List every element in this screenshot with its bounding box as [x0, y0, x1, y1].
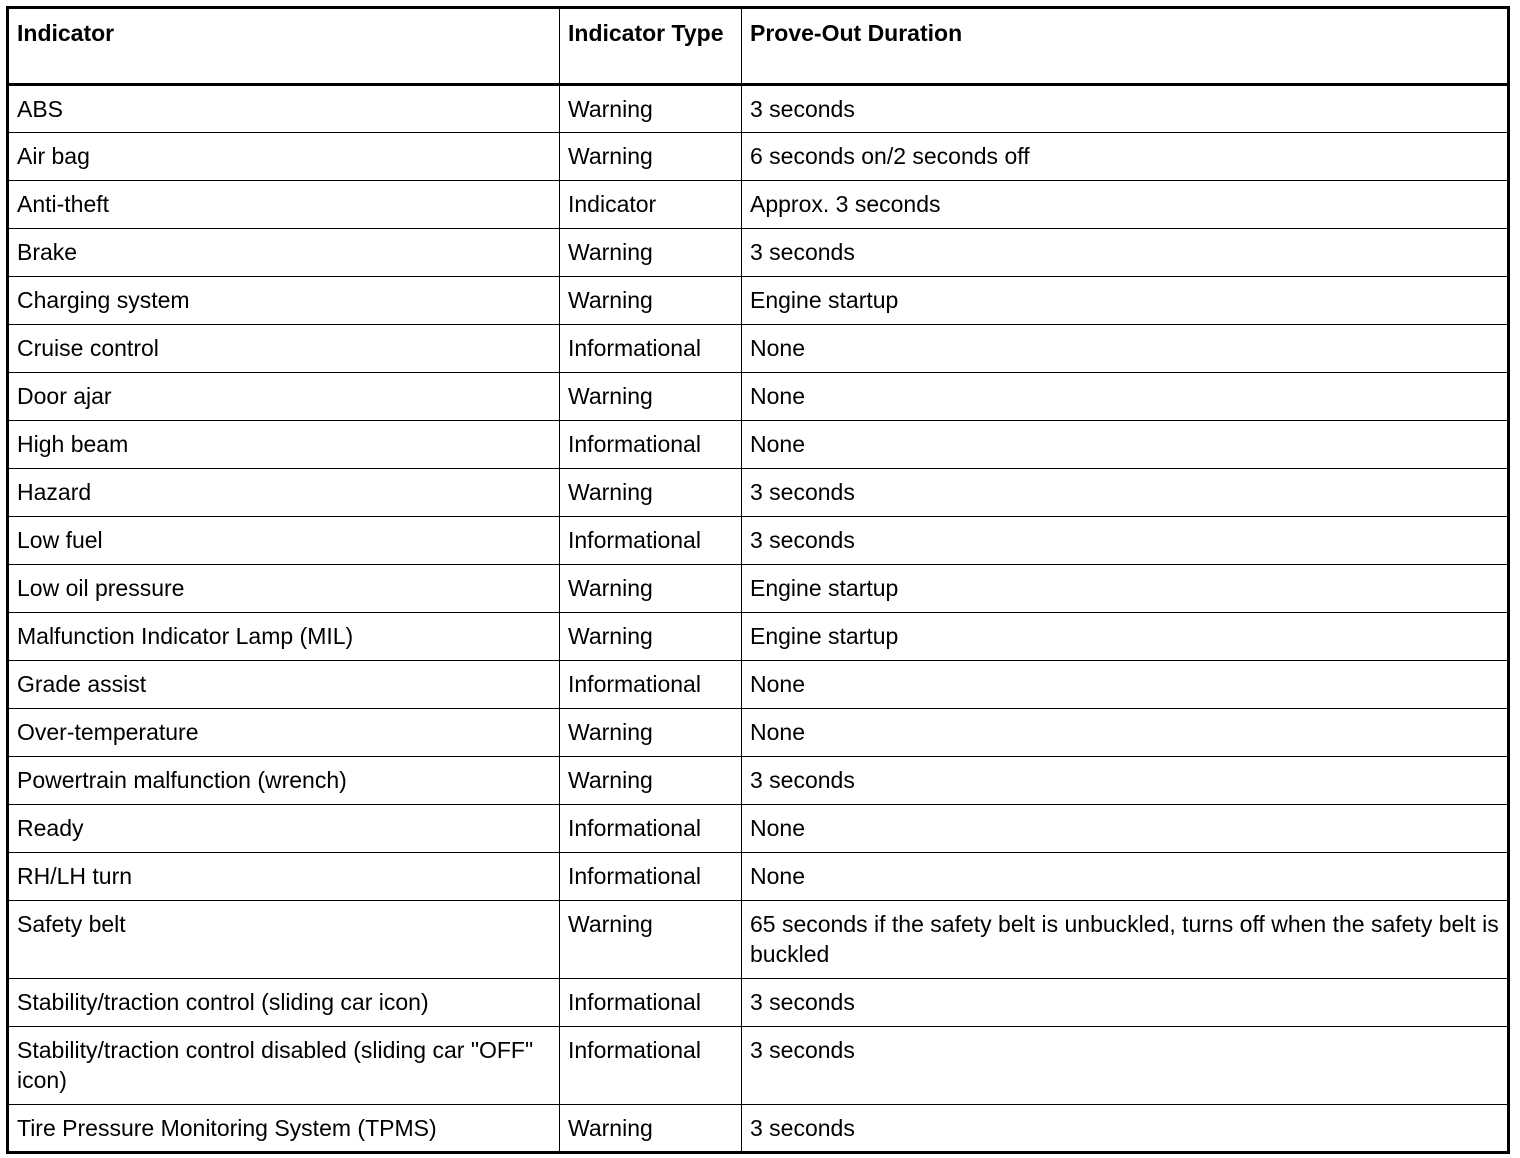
cell-prove-out-duration: None	[742, 709, 1509, 757]
cell-prove-out-duration: 3 seconds	[742, 757, 1509, 805]
cell-prove-out-duration: 3 seconds	[742, 979, 1509, 1027]
cell-prove-out-duration: None	[742, 421, 1509, 469]
header-prove-out-duration: Prove-Out Duration	[742, 8, 1509, 85]
cell-indicator: Brake	[8, 229, 560, 277]
cell-indicator-type: Warning	[560, 373, 742, 421]
cell-indicator: Safety belt	[8, 901, 560, 979]
cell-indicator: Cruise control	[8, 325, 560, 373]
cell-prove-out-duration: None	[742, 853, 1509, 901]
table-row	[8, 277, 1509, 325]
cell-indicator-type: Informational	[560, 979, 742, 1027]
cell-indicator: Malfunction Indicator Lamp (MIL)	[8, 613, 560, 661]
cell-indicator: Stability/traction control (sliding car icon)	[8, 979, 560, 1027]
cell-indicator-type: Warning	[560, 709, 742, 757]
cell-indicator-type: Informational	[560, 517, 742, 565]
cell-indicator: Low oil pressure	[8, 565, 560, 613]
cell-indicator-type: Warning	[560, 901, 742, 979]
cell-indicator: Grade assist	[8, 661, 560, 709]
cell-prove-out-duration: None	[742, 661, 1509, 709]
cell-indicator: Air bag	[8, 133, 560, 181]
table-row	[8, 853, 1509, 901]
cell-prove-out-duration: None	[742, 325, 1509, 373]
table-row	[8, 181, 1509, 229]
table-row	[8, 613, 1509, 661]
cell-indicator-type: Warning	[560, 277, 742, 325]
cell-indicator-type: Warning	[560, 757, 742, 805]
table-row	[8, 661, 1509, 709]
table-row	[8, 325, 1509, 373]
cell-prove-out-duration: 3 seconds	[742, 469, 1509, 517]
cell-indicator-type: Warning	[560, 133, 742, 181]
cell-indicator: Low fuel	[8, 517, 560, 565]
cell-indicator: Ready	[8, 805, 560, 853]
table-row	[8, 517, 1509, 565]
cell-indicator: Charging system	[8, 277, 560, 325]
table-row	[8, 85, 1509, 133]
cell-indicator: RH/LH turn	[8, 853, 560, 901]
cell-indicator-type: Indicator	[560, 181, 742, 229]
cell-prove-out-duration: Approx. 3 seconds	[742, 181, 1509, 229]
table-row	[8, 421, 1509, 469]
cell-indicator-type: Warning	[560, 229, 742, 277]
table-row	[8, 565, 1509, 613]
cell-prove-out-duration: 3 seconds	[742, 1027, 1509, 1105]
table-row	[8, 979, 1509, 1027]
table-body	[8, 85, 1509, 1153]
cell-prove-out-duration: 65 seconds if the safety belt is unbuckled, turns off when the safety belt is buckled	[742, 901, 1509, 979]
cell-prove-out-duration: 3 seconds	[742, 229, 1509, 277]
cell-prove-out-duration: Engine startup	[742, 565, 1509, 613]
cell-prove-out-duration: None	[742, 373, 1509, 421]
cell-indicator-type: Warning	[560, 469, 742, 517]
cell-indicator: Hazard	[8, 469, 560, 517]
table-header-row	[8, 8, 1509, 85]
indicator-table	[6, 6, 1510, 1154]
cell-indicator-type: Informational	[560, 853, 742, 901]
table-row	[8, 133, 1509, 181]
cell-indicator-type: Warning	[560, 613, 742, 661]
cell-indicator: High beam	[8, 421, 560, 469]
table-row	[8, 469, 1509, 517]
cell-indicator: Over-temperature	[8, 709, 560, 757]
table-row	[8, 757, 1509, 805]
cell-indicator-type: Informational	[560, 805, 742, 853]
cell-indicator: Door ajar	[8, 373, 560, 421]
cell-indicator: Powertrain malfunction (wrench)	[8, 757, 560, 805]
indicator-table-container	[6, 6, 1507, 1154]
cell-indicator: Tire Pressure Monitoring System (TPMS)	[8, 1105, 560, 1153]
cell-prove-out-duration: 3 seconds	[742, 85, 1509, 133]
cell-indicator: ABS	[8, 85, 560, 133]
cell-prove-out-duration: 6 seconds on/2 seconds off	[742, 133, 1509, 181]
table-row	[8, 901, 1509, 979]
cell-prove-out-duration: Engine startup	[742, 277, 1509, 325]
cell-indicator: Stability/traction control disabled (sliding car "OFF" icon)	[8, 1027, 560, 1105]
cell-indicator-type: Warning	[560, 85, 742, 133]
cell-prove-out-duration: 3 seconds	[742, 1105, 1509, 1153]
cell-indicator-type: Informational	[560, 1027, 742, 1105]
cell-indicator: Anti-theft	[8, 181, 560, 229]
cell-indicator-type: Informational	[560, 661, 742, 709]
cell-indicator-type: Informational	[560, 421, 742, 469]
cell-indicator-type: Informational	[560, 325, 742, 373]
header-indicator-type: Indicator Type	[560, 8, 742, 85]
table-row	[8, 805, 1509, 853]
table-row	[8, 373, 1509, 421]
header-indicator: Indicator	[8, 8, 560, 85]
cell-indicator-type: Warning	[560, 1105, 742, 1153]
table-row	[8, 229, 1509, 277]
cell-indicator-type: Warning	[560, 565, 742, 613]
table-row	[8, 1105, 1509, 1153]
cell-prove-out-duration: None	[742, 805, 1509, 853]
cell-prove-out-duration: 3 seconds	[742, 517, 1509, 565]
table-row	[8, 709, 1509, 757]
table-row	[8, 1027, 1509, 1105]
cell-prove-out-duration: Engine startup	[742, 613, 1509, 661]
